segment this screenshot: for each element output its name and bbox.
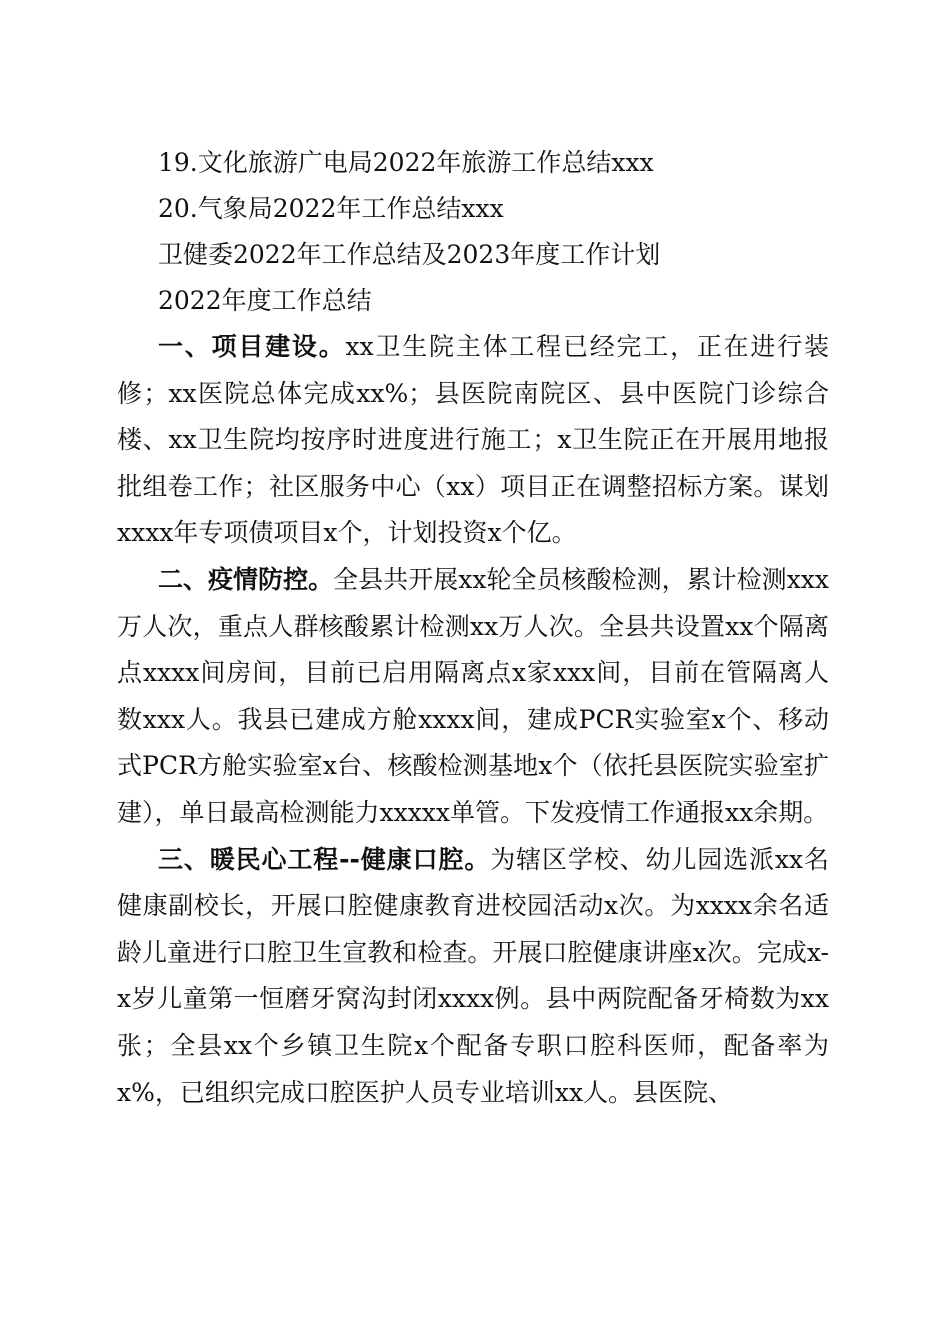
- paragraph-epidemic-control: [117, 557, 829, 837]
- paragraph-project-construction: [117, 324, 829, 557]
- document-page: [117, 140, 829, 1116]
- list-item-20: 20.气象局2022年工作总结xxx: [158, 194, 504, 223]
- paragraph-body: xx卫生院主体工程已经完工，正在进行装修；xx医院总体完成xx%；县医院南院区、县中医院门诊综合楼、xx卫生院均按序时进度进行施工；x卫生院正在开展用地报批组卷工作；社区服务中心（xx）项目正在调整招标方案。谋划xxxx年专项债项目x个，计划投资x个亿。: [117, 332, 829, 548]
- paragraph-body: 全县共开展xx轮全员核酸检测，累计检测xxx万人次，重点人群核酸累计检测xx万人次。全县共设置xx个隔离点xxxx间房间，目前已启用隔离点x家xxx间，目前在管隔离人数xxx人。我县已建成方舱xxxx间，建成PCR实验室x个、移动式PCR方舱实验室x台、核酸检测基地x个（依托县医院实验室扩建），单日最高检测能力xxxxx单管。下发疫情工作通报xx余期。: [117, 564, 829, 827]
- paragraph-oral-health: [117, 837, 829, 1117]
- paragraph-heading: 二、疫情防控。: [158, 564, 334, 594]
- paragraph-body: 为辖区学校、幼儿园选派xx名健康副校长，开展口腔健康教育进校园活动x次。为xxxx余名适龄儿童进行口腔卫生宣教和检查。开展口腔健康讲座x次。完成x-x岁儿童第一恒磨牙窝沟封闭xxxx例。县中两院配备牙椅数为xx张；全县xx个乡镇卫生院x个配备专职口腔科医师，配备率为x%，已组织完成口腔医护人员专业培训xx人。县医院、: [117, 844, 829, 1107]
- paragraph-heading: 三、暖民心工程--健康口腔。: [158, 844, 491, 874]
- section-title: 2022年度工作总结: [158, 286, 372, 315]
- list-item-19: 19.文化旅游广电局2022年旅游工作总结xxx: [158, 148, 654, 177]
- paragraph-heading: 一、项目建设。: [158, 332, 346, 361]
- document-title: 卫健委2022年工作总结及2023年度工作计划: [158, 240, 661, 269]
